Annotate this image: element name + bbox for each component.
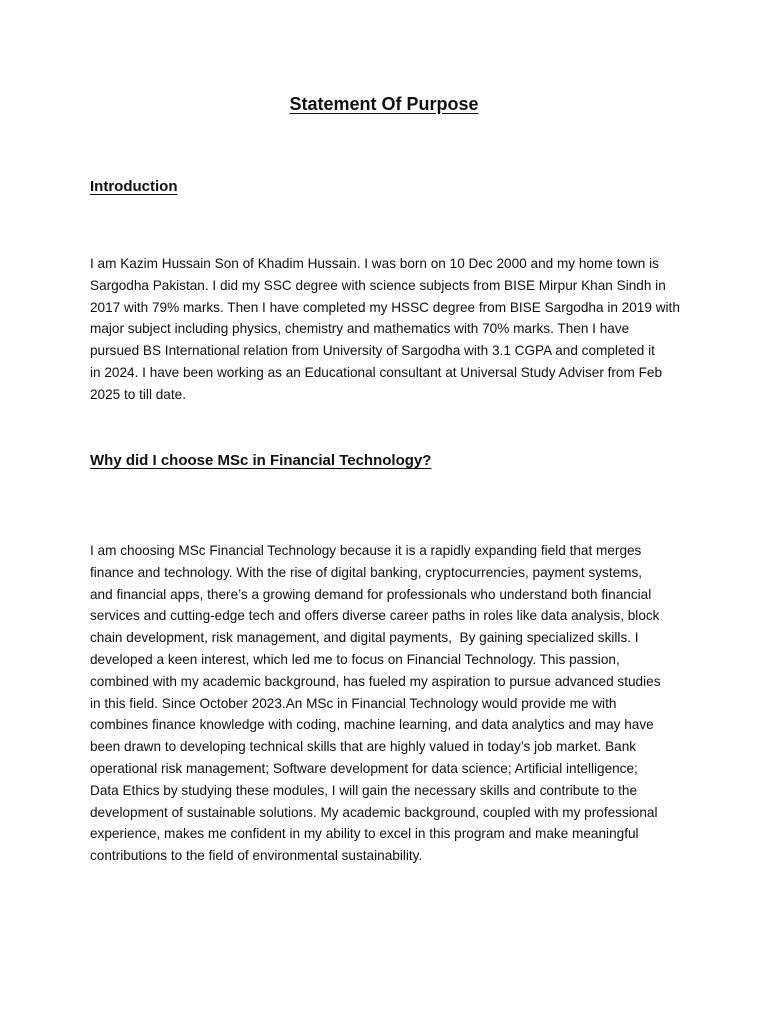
paragraph-line: I am choosing MSc Financial Technology because it is a rapidly expanding field that merges bbox=[90, 543, 642, 558]
paragraph-line: developed a keen interest, which led me to focus on Financial Technology. This passion, bbox=[90, 651, 620, 667]
paragraph-line: services and cutting-edge tech and offers diverse career paths in roles like data analysis, block bbox=[90, 608, 660, 624]
paragraph-line: combined with my academic background, has fueled my aspiration to pursue advanced studies bbox=[90, 673, 661, 689]
why-msc-paragraph bbox=[90, 540, 690, 867]
paragraph-line: 2025 to till date. bbox=[90, 386, 186, 402]
paragraph-line: Sargodha Pakistan. I did my SSC degree with science subjects from BISE Mirpur Khan Sindh in bbox=[90, 277, 666, 293]
paragraph-line: in 2024. I have been working as an Educational consultant at Universal Study Adviser from Feb bbox=[90, 364, 663, 380]
paragraph-line: I am Kazim Hussain Son of Khadim Hussain. I was born on 10 Dec 2000 and my home town is bbox=[90, 256, 659, 271]
paragraph-line: chain development, risk management, and digital payments, By gaining specialized skills. I bbox=[90, 630, 639, 646]
paragraph-line: contributions to the field of environmental sustainability. bbox=[90, 848, 423, 864]
paragraph-line: Data Ethics by studying these modules, I will gain the necessary skills and contribute to the bbox=[90, 782, 638, 798]
paragraph-line: experience, makes me confident in my ability to excel in this program and make meaningful bbox=[90, 826, 639, 842]
section-heading-introduction: Introduction bbox=[90, 178, 178, 195]
paragraph-line: pursued BS International relation from University of Sargodha with 3.1 CGPA and completed it bbox=[90, 343, 655, 359]
paragraph-line: finance and technology. With the rise of digital banking, cryptocurrencies, payment systems, bbox=[90, 564, 643, 580]
paragraph-line: and financial apps, there’s a growing demand for professionals who understand both financial bbox=[90, 586, 652, 602]
paragraph-line: operational risk management; Software development for data science; Artificial intelligence; bbox=[90, 760, 638, 776]
document-title: Statement Of Purpose bbox=[289, 94, 479, 114]
section-heading-why-msc: Why did I choose MSc in Financial Technology? bbox=[90, 452, 432, 469]
paragraph-line: major subject including physics, chemistry and mathematics with 70% marks. Then I have bbox=[90, 321, 630, 337]
paragraph-line: combines finance knowledge with coding, machine learning, and data analytics and may have bbox=[90, 717, 654, 733]
paragraph-line: in this field. Since October 2023.An MSc in Financial Technology would provide me with bbox=[90, 695, 617, 711]
paragraph-line: 2017 with 79% marks. Then I have completed my HSSC degree from BISE Sargodha in 2019 with bbox=[90, 299, 680, 315]
paragraph-line: development of sustainable solutions. My academic background, coupled with my professional bbox=[90, 804, 658, 820]
paragraph-line: been drawn to developing technical skills that are highly valued in today’s job market. Bank bbox=[90, 739, 637, 755]
introduction-paragraph bbox=[90, 253, 690, 406]
